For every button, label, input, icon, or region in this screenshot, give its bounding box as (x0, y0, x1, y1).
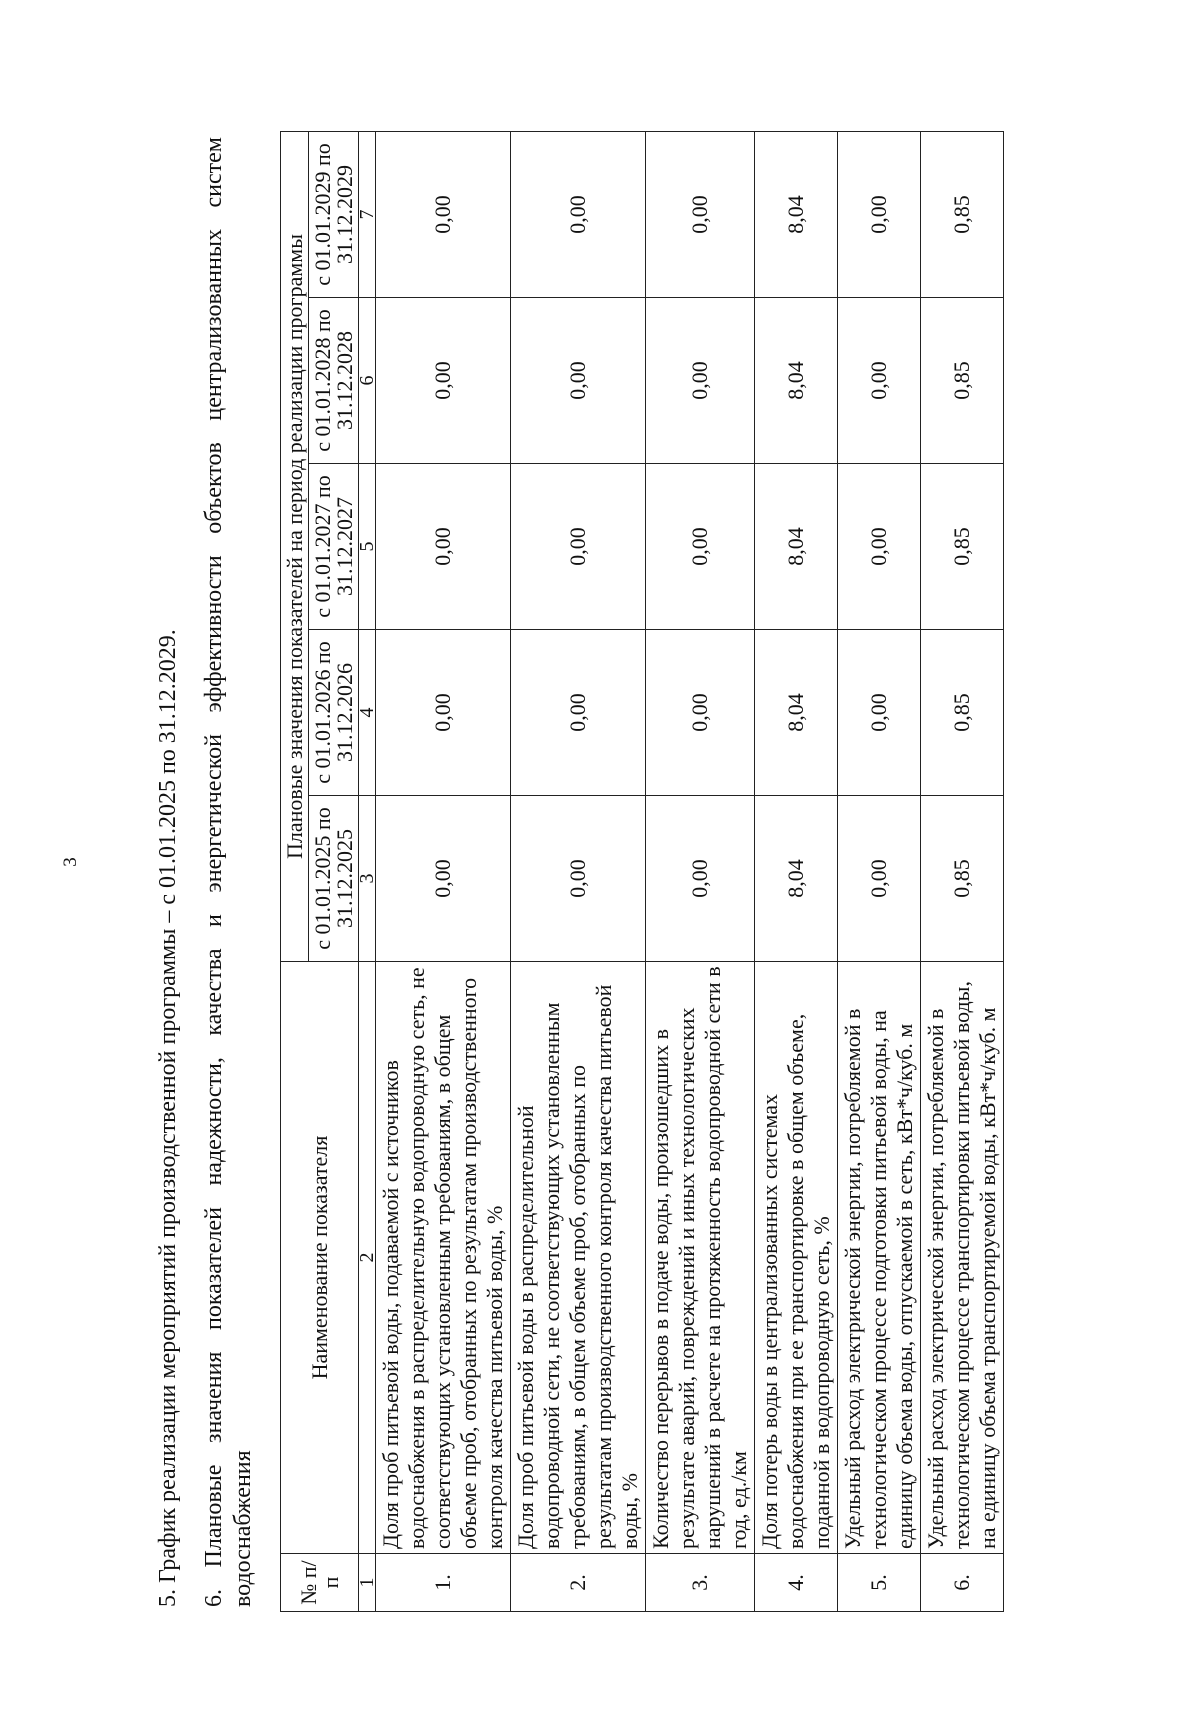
table-row (376, 132, 511, 1612)
table-row (838, 132, 921, 1612)
column-index-row (359, 132, 376, 1612)
indicator-value: 0,85 (921, 796, 1004, 962)
indicator-value: 0,00 (838, 630, 921, 796)
period-header: с 01.01.2029 по 31.12.2029 (309, 132, 359, 298)
column-index: 1 (359, 1554, 376, 1612)
period-header: с 01.01.2027 по 31.12.2027 (309, 464, 359, 630)
page-number: 3 (60, 857, 81, 867)
indicator-value: 8,04 (755, 464, 838, 630)
indicator-name: Удельный расход электрической энергии, потребляемой в технологическом процессе транспортировки питьевой воды, на единицу объема транспортируемой воды, кВт*ч/куб. м (921, 962, 1004, 1554)
table-row (921, 132, 1004, 1612)
indicators-table (280, 131, 1004, 1612)
indicator-value: 8,04 (755, 630, 838, 796)
row-number: 1. (376, 1554, 511, 1612)
column-header-number: № п/п (281, 1554, 359, 1612)
section-6-heading: 6. Плановые значения показателей надежности, качества и энергетической эффективности объектов централизованных систем (201, 137, 227, 1607)
indicator-value: 8,04 (755, 796, 838, 962)
indicator-value: 8,04 (755, 298, 838, 464)
section-5-heading: 5. График реализации мероприятий производственной программы – с 01.01.2025 по 31.12.2029. (155, 629, 181, 1607)
indicator-value: 0,00 (646, 298, 755, 464)
indicator-name: Доля проб питьевой воды, подаваемой с источников водоснабжения в распределительную водопроводную сеть, не соответствующих установленным требованиям, в общем объеме проб, отобранных по результатам производственного контроля качества питьевой воды, % (376, 962, 511, 1554)
row-number: 2. (511, 1554, 646, 1612)
document-page (20, 22, 1180, 1702)
table-row (511, 132, 646, 1612)
row-number: 5. (838, 1554, 921, 1612)
indicator-value: 8,04 (755, 132, 838, 298)
indicator-value: 0,85 (921, 630, 1004, 796)
column-header-name: Наименование показателя (281, 962, 359, 1554)
indicator-value: 0,00 (646, 464, 755, 630)
period-header: с 01.01.2026 по 31.12.2026 (309, 630, 359, 796)
indicator-value: 0,00 (511, 796, 646, 962)
indicator-value: 0,00 (376, 132, 511, 298)
indicator-value: 0,00 (646, 630, 755, 796)
indicator-name: Количество перерывов в подаче воды, произошедших в результате аварий, повреждений и иных технологических нарушений в расчете на протяженность водопроводной сети в год, ед./км (646, 962, 755, 1554)
table-row (755, 132, 838, 1612)
period-header: с 01.01.2028 по 31.12.2028 (309, 298, 359, 464)
indicator-value: 0,00 (838, 298, 921, 464)
row-number: 3. (646, 1554, 755, 1612)
indicator-value: 0,85 (921, 298, 1004, 464)
indicator-value: 0,00 (646, 132, 755, 298)
column-group-header: Плановые значения показателей на период реализации программы (281, 132, 309, 962)
indicator-name: Доля проб питьевой воды в распределительной водопроводной сети, не соответствующих установленным требованиям, в общем объеме проб, отобранных по результатам производственного контроля качества питьевой воды, % (511, 962, 646, 1554)
indicator-value: 0,00 (376, 796, 511, 962)
indicator-value: 0,00 (646, 796, 755, 962)
indicator-value: 0,85 (921, 132, 1004, 298)
column-index: 4 (359, 630, 376, 796)
indicator-value: 0,00 (511, 464, 646, 630)
indicator-value: 0,00 (838, 132, 921, 298)
indicator-value: 0,00 (511, 298, 646, 464)
column-index: 2 (359, 962, 376, 1554)
row-number: 6. (921, 1554, 1004, 1612)
indicator-value: 0,00 (376, 298, 511, 464)
table-row (646, 132, 755, 1612)
column-index: 3 (359, 796, 376, 962)
indicator-value: 0,85 (921, 464, 1004, 630)
indicator-value: 0,00 (838, 464, 921, 630)
indicator-value: 0,00 (511, 630, 646, 796)
indicator-value: 0,00 (376, 630, 511, 796)
period-header: с 01.01.2025 по 31.12.2025 (309, 796, 359, 962)
row-number: 4. (755, 1554, 838, 1612)
column-index: 5 (359, 464, 376, 630)
indicator-value: 0,00 (376, 464, 511, 630)
column-index: 7 (359, 132, 376, 298)
indicator-value: 0,00 (511, 132, 646, 298)
section-6-heading-continuation: водоснабжения (230, 1450, 256, 1607)
column-index: 6 (359, 298, 376, 464)
indicator-value: 0,00 (838, 796, 921, 962)
indicator-name: Доля потерь воды в централизованных системах водоснабжения при ее транспортировке в общем объеме, поданной в водопроводную сеть, % (755, 962, 838, 1554)
indicator-name: Удельный расход электрической энергии, потребляемой в технологическом процессе подготовки питьевой воды, на единицу объема воды, отпускаемой в сеть, кВт*ч/куб. м (838, 962, 921, 1554)
